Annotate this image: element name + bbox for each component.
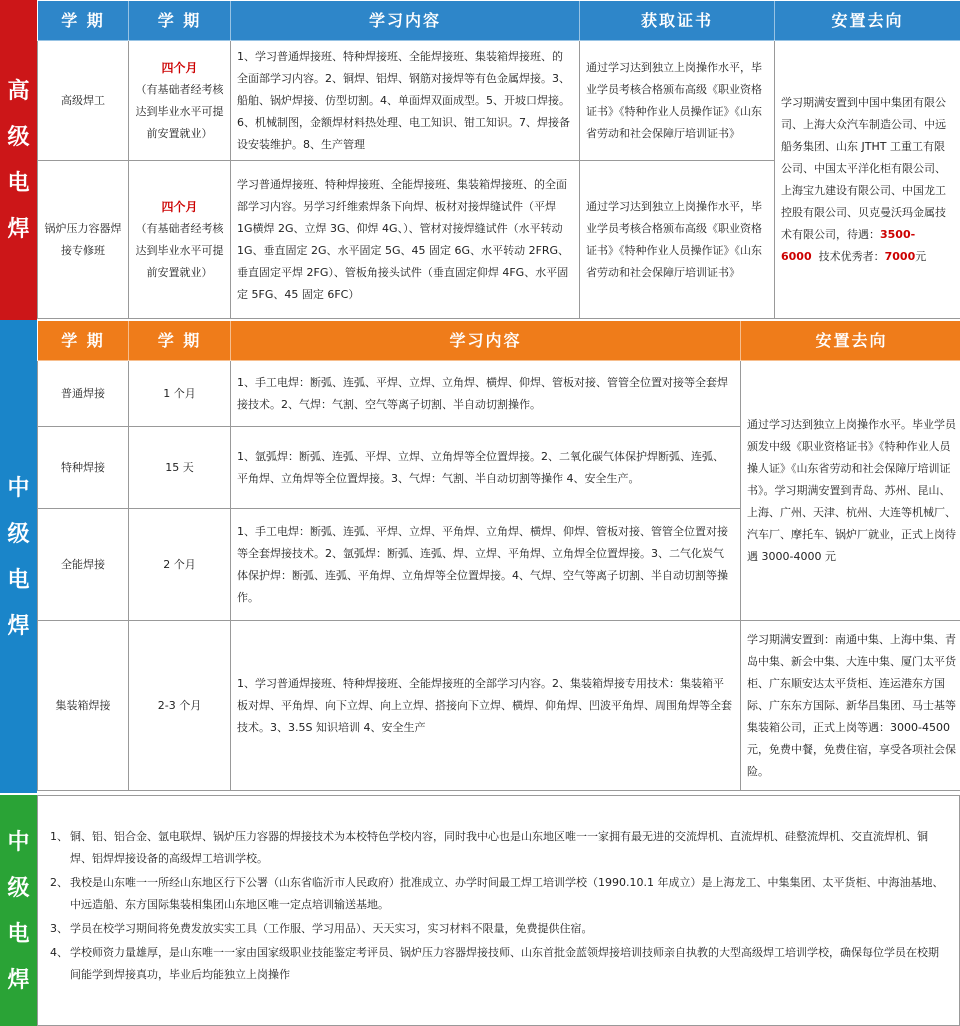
high-level-section [0, 0, 960, 320]
course-name: 集装箱焊接 [38, 621, 129, 791]
placement-cell: 通过学习达到独立上岗操作水平。毕业学员颁发中级《职业资格证书》《特种作业人员操人证》《山东省劳动和社会保障厅培训证书》。学习期满安置到青岛、苏州、昆山、上海、广州、天津、杭州、大连等机械厂、汽车厂、摩托车、锅炉厂就业，正式上岗待遇 3000-4000 元 [741, 361, 960, 621]
header-term: 学 期 [38, 321, 129, 361]
header-content: 学习内容 [231, 321, 741, 361]
course-duration: 1 个月 [129, 361, 231, 427]
course-content: 1、氩弧焊：断弧、连弧、平焊、立焊、立角焊等全位置焊接。2、二氧化碳气体保护焊断弧、连弧、平角焊、立角焊等全位置焊接。3、气焊：气割、半自动切割等操作 4、安全生产。 [231, 427, 741, 509]
header-placement: 安置去向 [741, 321, 960, 361]
notes-side-label: 中 级 电 焊 [0, 795, 37, 1026]
high-level-side-label: 高 级 电 焊 [0, 0, 37, 320]
header-term: 学 期 [38, 1, 129, 41]
placement-cell: 学习期满安置到：南通中集、上海中集、青岛中集、新会中集、大连中集、厦门太平货柜、广东顺安达太平货柜、连运港东方国际、广东东方国际、新华昌集团、马士基等集装箱公司，正式上岗等遇：3000-4500 元，免费中餐，免费住宿，享受各项社会保险。 [741, 621, 960, 791]
header-term-2: 学 期 [129, 321, 231, 361]
course-duration: 15 天 [129, 427, 231, 509]
course-name: 普通焊接 [38, 361, 129, 427]
list-item: 4、 学校师资力量雄厚，是山东唯一一家由国家级职业技能鉴定考评员、锅炉压力容器焊接技师、山东首批金蓝领焊接培训技师亲自执教的大型高级焊工培训学校，确保每位学员在校期间能学到焊接真功，毕业后均能独立上岗操作 [50, 946, 939, 981]
course-duration: 2 个月 [129, 509, 231, 621]
course-certificate: 通过学习达到独立上岗操作水平，毕业学员考核合格颁布高级《职业资格证书》《特种作业人员操作证》《山东省劳动和社会保障厅培训证书》 [580, 161, 775, 319]
notes-section [0, 795, 960, 1026]
course-content: 1、手工电焊：断弧、连弧、平焊、立焊、立角焊、横焊、仰焊、管板对接、管管全位置对接等全套焊接技术。2、气焊：气割、空气等离子切割、半自动切割操作。 [231, 361, 741, 427]
header-certificate: 获取证书 [580, 1, 775, 41]
course-content: 1、学习普通焊接班、特种焊接班、全能焊接班、集装箱焊接班、的全面部学习内容。2、铜焊、铝焊、钢筋对接焊等有色金属焊接。3、船舶、锅炉焊接、仿型切割。4、单面焊双面成型。5、开坡口焊接。6、机械制图，金额焊材料热处理、电工知识、钳工知识。7、焊接备设安装维护。8、生产管理 [231, 41, 580, 161]
course-duration: 四个月 （有基础者经考核达到毕业水平可提前安置就业） [129, 161, 231, 319]
course-content: 学习普通焊接班、特种焊接班、全能焊接班、集装箱焊接班、的全面部学习内容。另学习纤维索焊条下向焊、板材对接焊缝试件（平焊 1G横焊 2G、立焊 3G、仰焊 4G、）、管材对接焊缝试件（水平转动 1G、垂直固定 2G、水平固定 5G、45 固定 6G、水平转动 2FRG、垂直固定平焊 2FG）、管板角接头试件（垂直固定仰焊 4FG、水平固定 5FG、45 固定 6FC） [231, 161, 580, 319]
course-duration: 四个月 （有基础者经考核达到毕业水平可提前安置就业） [129, 41, 231, 161]
header-content: 学习内容 [231, 1, 580, 41]
course-content: 1、手工电焊：断弧、连弧、平焊、立焊、平角焊、立角焊、横焊、仰焊、管板对接、管管全位置对接等全套焊接技术。2、氩弧焊：断弧、连弧、焊、立焊、平角焊、立角焊全位置焊接。3、二气化炭气体保护焊：断弧、连弧、平角焊、立角焊等全位置焊接。4、气焊、空气等离子切割、半自动切割等操作。 [231, 509, 741, 621]
course-content: 1、学习普通焊接班、特种焊接班、全能焊接班的全部学习内容。2、集装箱焊接专用技术：集装箱平板对焊、平角焊、向下立焊、向上立焊、搭接向下立焊、横焊、仰角焊、凹波平角焊、周围角焊等全套技术。3、3.5S 知识培训 4、安全生产 [231, 621, 741, 791]
notes-list [38, 796, 959, 986]
list-item: 3、 学员在校学习期间将免费发放实实工具（工作服、学习用品）、天天实习，实习材料不限量，免费提供住宿。 [50, 922, 593, 935]
mid-level-section [0, 320, 960, 793]
list-item: 1、 铜、铝、铝合金、氩电联焊、锅炉压力容器的焊接技术为本校特色学校内容，同时我中心也是山东地区唯一一家拥有最无进的交流焊机、直流焊机、硅整流焊机、交直流焊机、铜焊、铝焊焊接设备的高级焊工培训学校。 [50, 830, 928, 865]
course-duration: 2-3 个月 [129, 621, 231, 791]
mid-level-table [37, 320, 960, 791]
course-name: 特种焊接 [38, 427, 129, 509]
placement-cell: 学习期满安置到中国中集团有限公司、上海大众汽车制造公司、中远船务集团、山东 JTHT 工重工有限公司、中国太平洋化柜有限公司、上海宝九建设有限公司、中国龙工控股有限公司、贝克曼沃玛金属技术有限公司，待遇：3500-6000 技术优秀者：7000元 [775, 41, 960, 319]
mid-level-side-label: 中 级 电 焊 [0, 320, 37, 793]
course-name: 全能焊接 [38, 509, 129, 621]
header-placement: 安置去向 [775, 1, 960, 41]
course-name: 高级焊工 [38, 41, 129, 161]
list-item: 2、 我校是山东唯一一所经山东地区行下公署（山东省临沂市人民政府）批准成立、办学时间最工焊工培训学校（1990.10.1 年成立）是上海龙工、中集集团、太平货柜、中海油基地、中远造船、东方国际集装相集团山东地区唯一定点培训输送基地。 [50, 876, 944, 911]
course-name: 锅炉压力容器焊接专修班 [38, 161, 129, 319]
header-term-2: 学 期 [129, 1, 231, 41]
course-certificate: 通过学习达到独立上岗操作水平，毕业学员考核合格颁布高级《职业资格证书》《特种作业人员操作证》《山东省劳动和社会保障厅培训证书》 [580, 41, 775, 161]
high-level-table [37, 0, 960, 319]
